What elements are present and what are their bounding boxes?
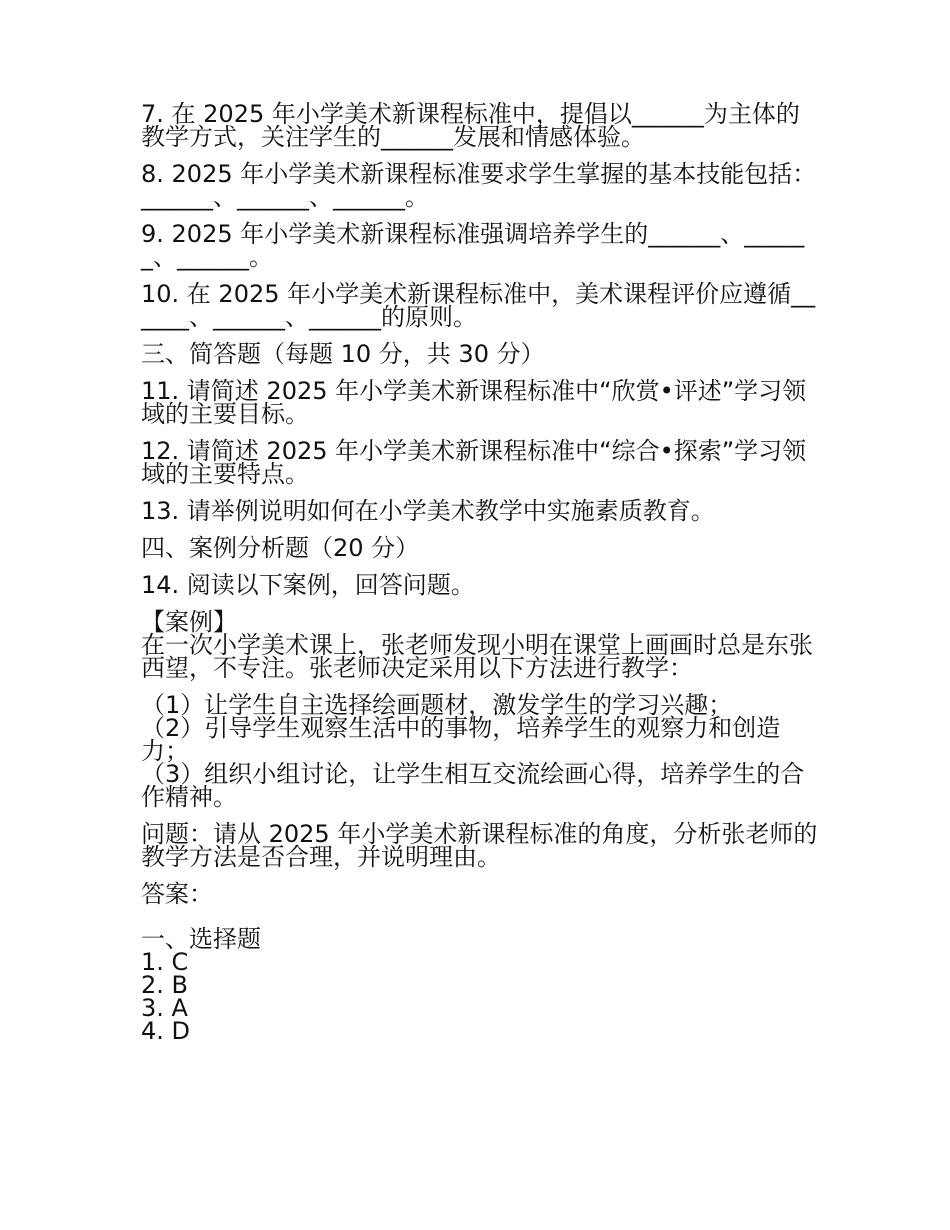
case-label: 【案例】 bbox=[141, 608, 237, 636]
answers-label: 答案： bbox=[141, 880, 213, 908]
case-question: 问题：请从 2025 年小学美术新课程标准的角度，分析张老师的教学方法是否合理，并说明理由。 bbox=[141, 820, 818, 871]
question-12: 12. 请简述 2025 年小学美术新课程标准中“综合•探索”学习领域的主要特点。 bbox=[141, 437, 807, 488]
answer-4: 4. D bbox=[141, 1017, 191, 1045]
section-4-heading: 四、案例分析题（20 分） bbox=[141, 534, 420, 562]
case-step-1: （1）让学生自主选择绘画题材，激发学生的学习兴趣； bbox=[141, 691, 733, 719]
case-step-3: （3）组织小组讨论，让学生相互交流绘画心得，培养学生的合作精神。 bbox=[141, 760, 805, 811]
answer-3: 3. A bbox=[141, 994, 188, 1022]
question-8: 8. 2025 年小学美术新课程标准要求学生掌握的基本技能包括：______、______、______。 bbox=[141, 160, 817, 211]
question-7: 7. 在 2025 年小学美术新课程标准中，提倡以______为主体的教学方式，关注学生的______发展和情感体验。 bbox=[141, 100, 800, 151]
case-step-2: （2）引导学生观察生活中的事物，培养学生的观察力和创造力； bbox=[141, 714, 781, 765]
question-11: 11. 请简述 2025 年小学美术新课程标准中“欣赏•评述”学习领域的主要目标。 bbox=[141, 377, 807, 428]
answer-1: 1. C bbox=[141, 948, 189, 976]
document-page bbox=[141, 100, 821, 1045]
answer-2: 2. B bbox=[141, 971, 188, 999]
case-text: 在一次小学美术课上，张老师发现小明在课堂上画画时总是东张西望，不专注。张老师决定采用以下方法进行教学： bbox=[141, 631, 813, 682]
section-3-heading: 三、简答题（每题 10 分，共 30 分） bbox=[141, 340, 545, 368]
question-14: 14. 阅读以下案例，回答问题。 bbox=[141, 571, 475, 599]
question-9: 9. 2025 年小学美术新课程标准强调培养学生的______、______、______。 bbox=[141, 220, 805, 271]
question-13: 13. 请举例说明如何在小学美术教学中实施素质教育。 bbox=[141, 497, 715, 525]
answers-section-1-heading: 一、选择题 bbox=[141, 925, 261, 953]
question-10: 10. 在 2025 年小学美术新课程标准中，美术课程评价应遵循______、______、______的原则。 bbox=[141, 280, 816, 331]
